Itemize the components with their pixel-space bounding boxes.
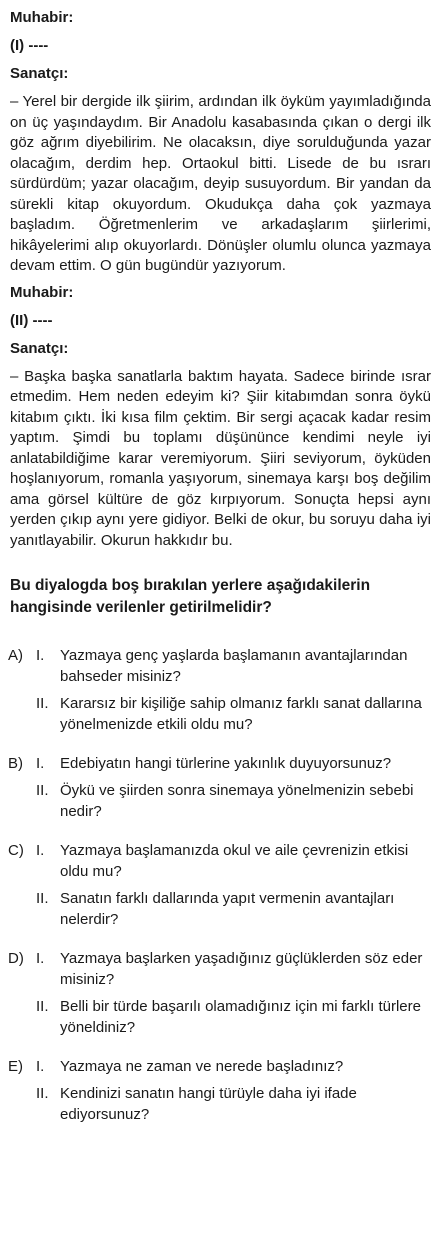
option-text-ii: Öykü ve şiirden sonra sinemaya yönelmenizin sebebi nedir? bbox=[60, 782, 414, 820]
blank-question-1: (I) ---- bbox=[10, 37, 49, 54]
answer-option-e[interactable] bbox=[8, 1056, 431, 1125]
question-prompt: Bu diyalogda boş bırakılan yerlere aşağıdakilerin hangisinde verilenler getirilmelidir? bbox=[10, 577, 371, 616]
option-letter: E) bbox=[8, 1058, 23, 1075]
blank-question-2: (II) ---- bbox=[10, 311, 53, 329]
answer-option-d[interactable] bbox=[8, 948, 431, 1038]
roman-numeral: II. bbox=[36, 998, 49, 1015]
speaker-label-interviewer: Muhabir: bbox=[10, 283, 74, 301]
option-letter: A) bbox=[8, 647, 23, 664]
roman-numeral: II. bbox=[36, 782, 49, 799]
option-text-i: Yazmaya genç yaşlarda başlamanın avantajlarından bahseder misiniz? bbox=[60, 647, 408, 685]
option-letter: D) bbox=[8, 950, 24, 967]
roman-numeral: II. bbox=[36, 695, 49, 712]
answer-option-a[interactable] bbox=[8, 645, 431, 735]
option-text-ii: Kararsız bir kişiliğe sahip olmanız farklı sanat dallarına yönelmenizde etkili oldu mu? bbox=[60, 695, 422, 733]
option-text-i: Yazmaya başlarken yaşadığınız güçlüklerden söz eder misiniz? bbox=[60, 950, 423, 988]
option-text-ii: Kendinizi sanatın hangi türüyle daha iyi ifade ediyorsunuz? bbox=[60, 1085, 357, 1123]
speaker-label-artist: Sanatçı: bbox=[10, 65, 69, 82]
roman-numeral: II. bbox=[36, 890, 49, 907]
artist-answer-1: – Yerel bir dergide ilk şiirim, ardından ilk öyküm yayımladığında on üç yaşındaydım. Bir Anadolu kasabasında çıkan o dergi ilk göz ağrım diyebilirim. Ne olacaksın, diye sorulduğunda yazar olacağım, derdim hep. Ortaokul bitti. Lisede de bu ısrarı sürdürdüm; yazar olacağım, deyip susuyordum. Bir yandan da sürekli kitap okuyordum. Okudukça daha çok yazmaya başladım. Öğretmenlerim ve arkadaşlarım şiirlerimi, hikâyelerimi alıp okuyorlardı. Dönüşler olumlu olunca yazmaya devam ettim. O gün bugündür yazıyorum. bbox=[10, 93, 431, 274]
option-text-ii: Belli bir türde başarılı olamadığınız için mi farklı türlere yöneldiniz? bbox=[60, 998, 421, 1036]
option-text-i: Edebiyatın hangi türlerine yakınlık duyuyorsunuz? bbox=[60, 755, 392, 772]
roman-numeral: II. bbox=[36, 1085, 49, 1102]
option-letter: B) bbox=[8, 755, 23, 772]
speaker-label-interviewer: Muhabir: bbox=[10, 9, 74, 26]
option-text-ii: Sanatın farklı dallarında yapıt vermenin avantajları nelerdir? bbox=[60, 890, 395, 928]
roman-numeral: I. bbox=[36, 755, 45, 772]
roman-numeral: I. bbox=[36, 1058, 45, 1075]
option-text-i: Yazmaya başlamanızda okul ve aile çevrenizin etkisi oldu mu? bbox=[60, 842, 409, 880]
artist-answer-2: – Başka başka sanatlarla baktım hayata. Sadece birinde ısrar etmedim. Hem neden edeyim ki? Şiir kitabımdan sonra öykü kitabım çıktı. İki kısa film çektim. Bir sergi açacak kadar resim yaptım. Şimdi bu toplamı düşününce kendimi neyle iyi anlatabildiğime karar veremiyorum. Şiiri seviyorum, öyküden hoşlanıyorum, romanla yaşıyorum, sinemaya karşı boş değilim ama görsel kültüre de göz kırpıyorum. Sonuçta hepsi aynı yerden çıkıp aynı yere gidiyor. Belki de okur, bu soruyu daha iyi yanıtlayabilir. Okurun hakkıdır bu. bbox=[10, 367, 431, 549]
option-letter: C) bbox=[8, 842, 24, 859]
roman-numeral: I. bbox=[36, 950, 45, 967]
answer-option-b[interactable] bbox=[8, 753, 431, 822]
speaker-label-artist: Sanatçı: bbox=[10, 339, 69, 357]
roman-numeral: I. bbox=[36, 647, 45, 664]
answer-option-c[interactable] bbox=[8, 840, 431, 930]
roman-numeral: I. bbox=[36, 842, 45, 859]
option-text-i: Yazmaya ne zaman ve nerede başladınız? bbox=[60, 1058, 344, 1075]
